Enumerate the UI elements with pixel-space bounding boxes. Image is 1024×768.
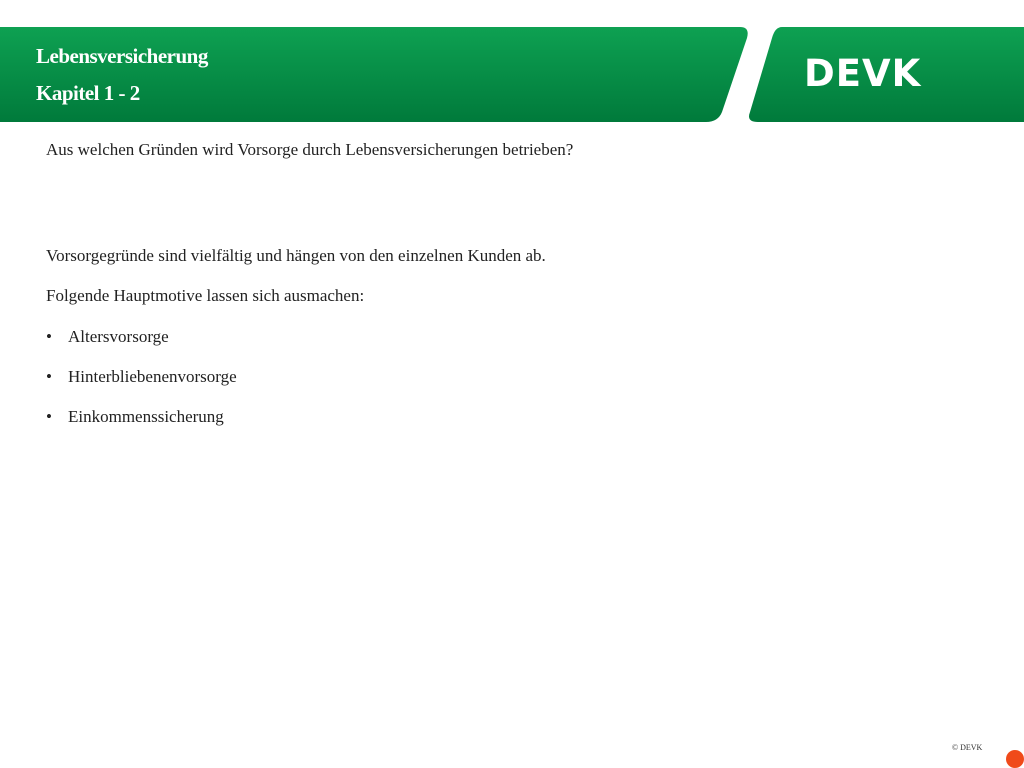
bullet-text: Hinterbliebenenvorsorge [68, 367, 237, 386]
question-text: Aus welchen Gründen wird Vorsorge durch Lebensversicherungen betrieben? [46, 140, 574, 159]
devk-logo [804, 52, 921, 96]
bullet-icon: • [46, 407, 52, 426]
header-text [36, 38, 208, 112]
bullet-text: Einkommenssicherung [68, 407, 224, 426]
slide-subtitle: Kapitel 1 - 2 [36, 81, 140, 105]
list-item [46, 406, 237, 446]
paragraph-1: Vorsorgegründe sind vielfältig und hängen von den einzelnen Kunden ab. [46, 246, 546, 265]
devk-logo-text: DEVK [804, 52, 922, 95]
list-item [46, 326, 237, 366]
slide-title: Lebensversicherung [36, 44, 208, 68]
paragraph-2: Folgende Hauptmotive lassen sich ausmachen: [46, 286, 365, 305]
bullet-icon: • [46, 367, 52, 386]
corner-dot-icon [1006, 750, 1024, 768]
bullet-list [46, 326, 237, 446]
copyright-text: © DEVK [952, 743, 983, 752]
bullet-icon: • [46, 327, 52, 346]
bullet-text: Altersvorsorge [68, 327, 169, 346]
list-item [46, 366, 237, 406]
